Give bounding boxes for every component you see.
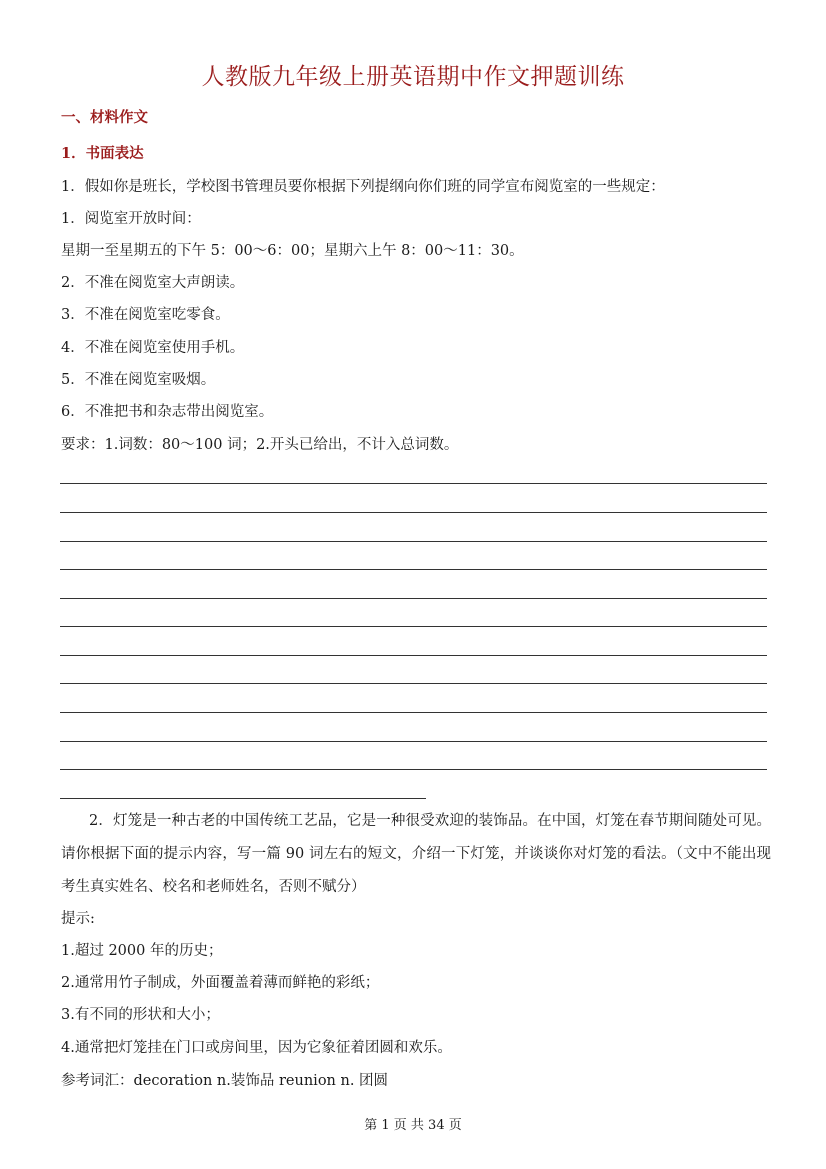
section-heading: 一、材料作文: [61, 109, 148, 126]
writing-line: [60, 712, 767, 713]
task1-item: 5．不准在阅览室吸烟。: [61, 372, 216, 388]
writing-line: [60, 598, 767, 599]
writing-line: [60, 798, 426, 799]
writing-line: [60, 626, 767, 627]
writing-line: [60, 569, 767, 570]
task1-item: 4．不准在阅览室使用手机。: [61, 340, 245, 356]
writing-line: [60, 769, 767, 770]
writing-line: [60, 483, 767, 484]
task2-paragraph: 2．灯笼是一种古老的中国传统工艺品，它是一种很受欢迎的装饰品。在中国，灯笼在春节期间随处可见。请你根据下面的提示内容，写一篇 90 词左右的短文，介绍一下灯笼，并谈谈你对灯笼的看法。（文中不能出现考生真实姓名、校名和老师姓名，否则不赋分）: [61, 813, 771, 895]
task1-item: 星期一至星期五的下午 5：00～6：00；星期六上午 8：00～11：30。: [61, 243, 524, 259]
task1-item: 3．不准在阅览室吃零食。: [61, 307, 230, 323]
writing-line: [60, 741, 767, 742]
task2-vocab: 参考词汇：decoration n.装饰品 reunion n. 团圆: [61, 1073, 389, 1089]
writing-line: [60, 512, 767, 513]
task2-hint-label: 提示:: [61, 911, 95, 927]
task2-hint: 1.超过 2000 年的历史；: [61, 943, 223, 959]
task2-hint: 4.通常把灯笼挂在门口或房间里，因为它象征着团圆和欢乐。: [61, 1040, 452, 1056]
page-footer: 第 1 页 共 34 页: [364, 1118, 462, 1133]
task1-intro: 1．假如你是班长，学校图书管理员要你根据下列提纲向你们班的同学宣布阅览室的一些规定：: [61, 179, 665, 195]
writing-line: [60, 541, 767, 542]
subsection-heading: 1．书面表达: [61, 145, 144, 162]
task1-item: 6．不准把书和杂志带出阅览室。: [61, 404, 274, 420]
page-title: 人教版九年级上册英语期中作文押题训练: [201, 64, 625, 90]
task2-hint: 2.通常用竹子制成，外面覆盖着薄而鲜艳的彩纸；: [61, 975, 380, 991]
task1-item: 2．不准在阅览室大声朗读。: [61, 275, 245, 291]
writing-line: [60, 683, 767, 684]
writing-line: [60, 655, 767, 656]
task1-item: 1．阅览室开放时间：: [61, 211, 201, 227]
task1-requirement: 要求：1.词数：80～100 词；2.开头已给出，不计入总词数。: [61, 437, 459, 453]
task2-hint: 3.有不同的形状和大小；: [61, 1007, 220, 1023]
